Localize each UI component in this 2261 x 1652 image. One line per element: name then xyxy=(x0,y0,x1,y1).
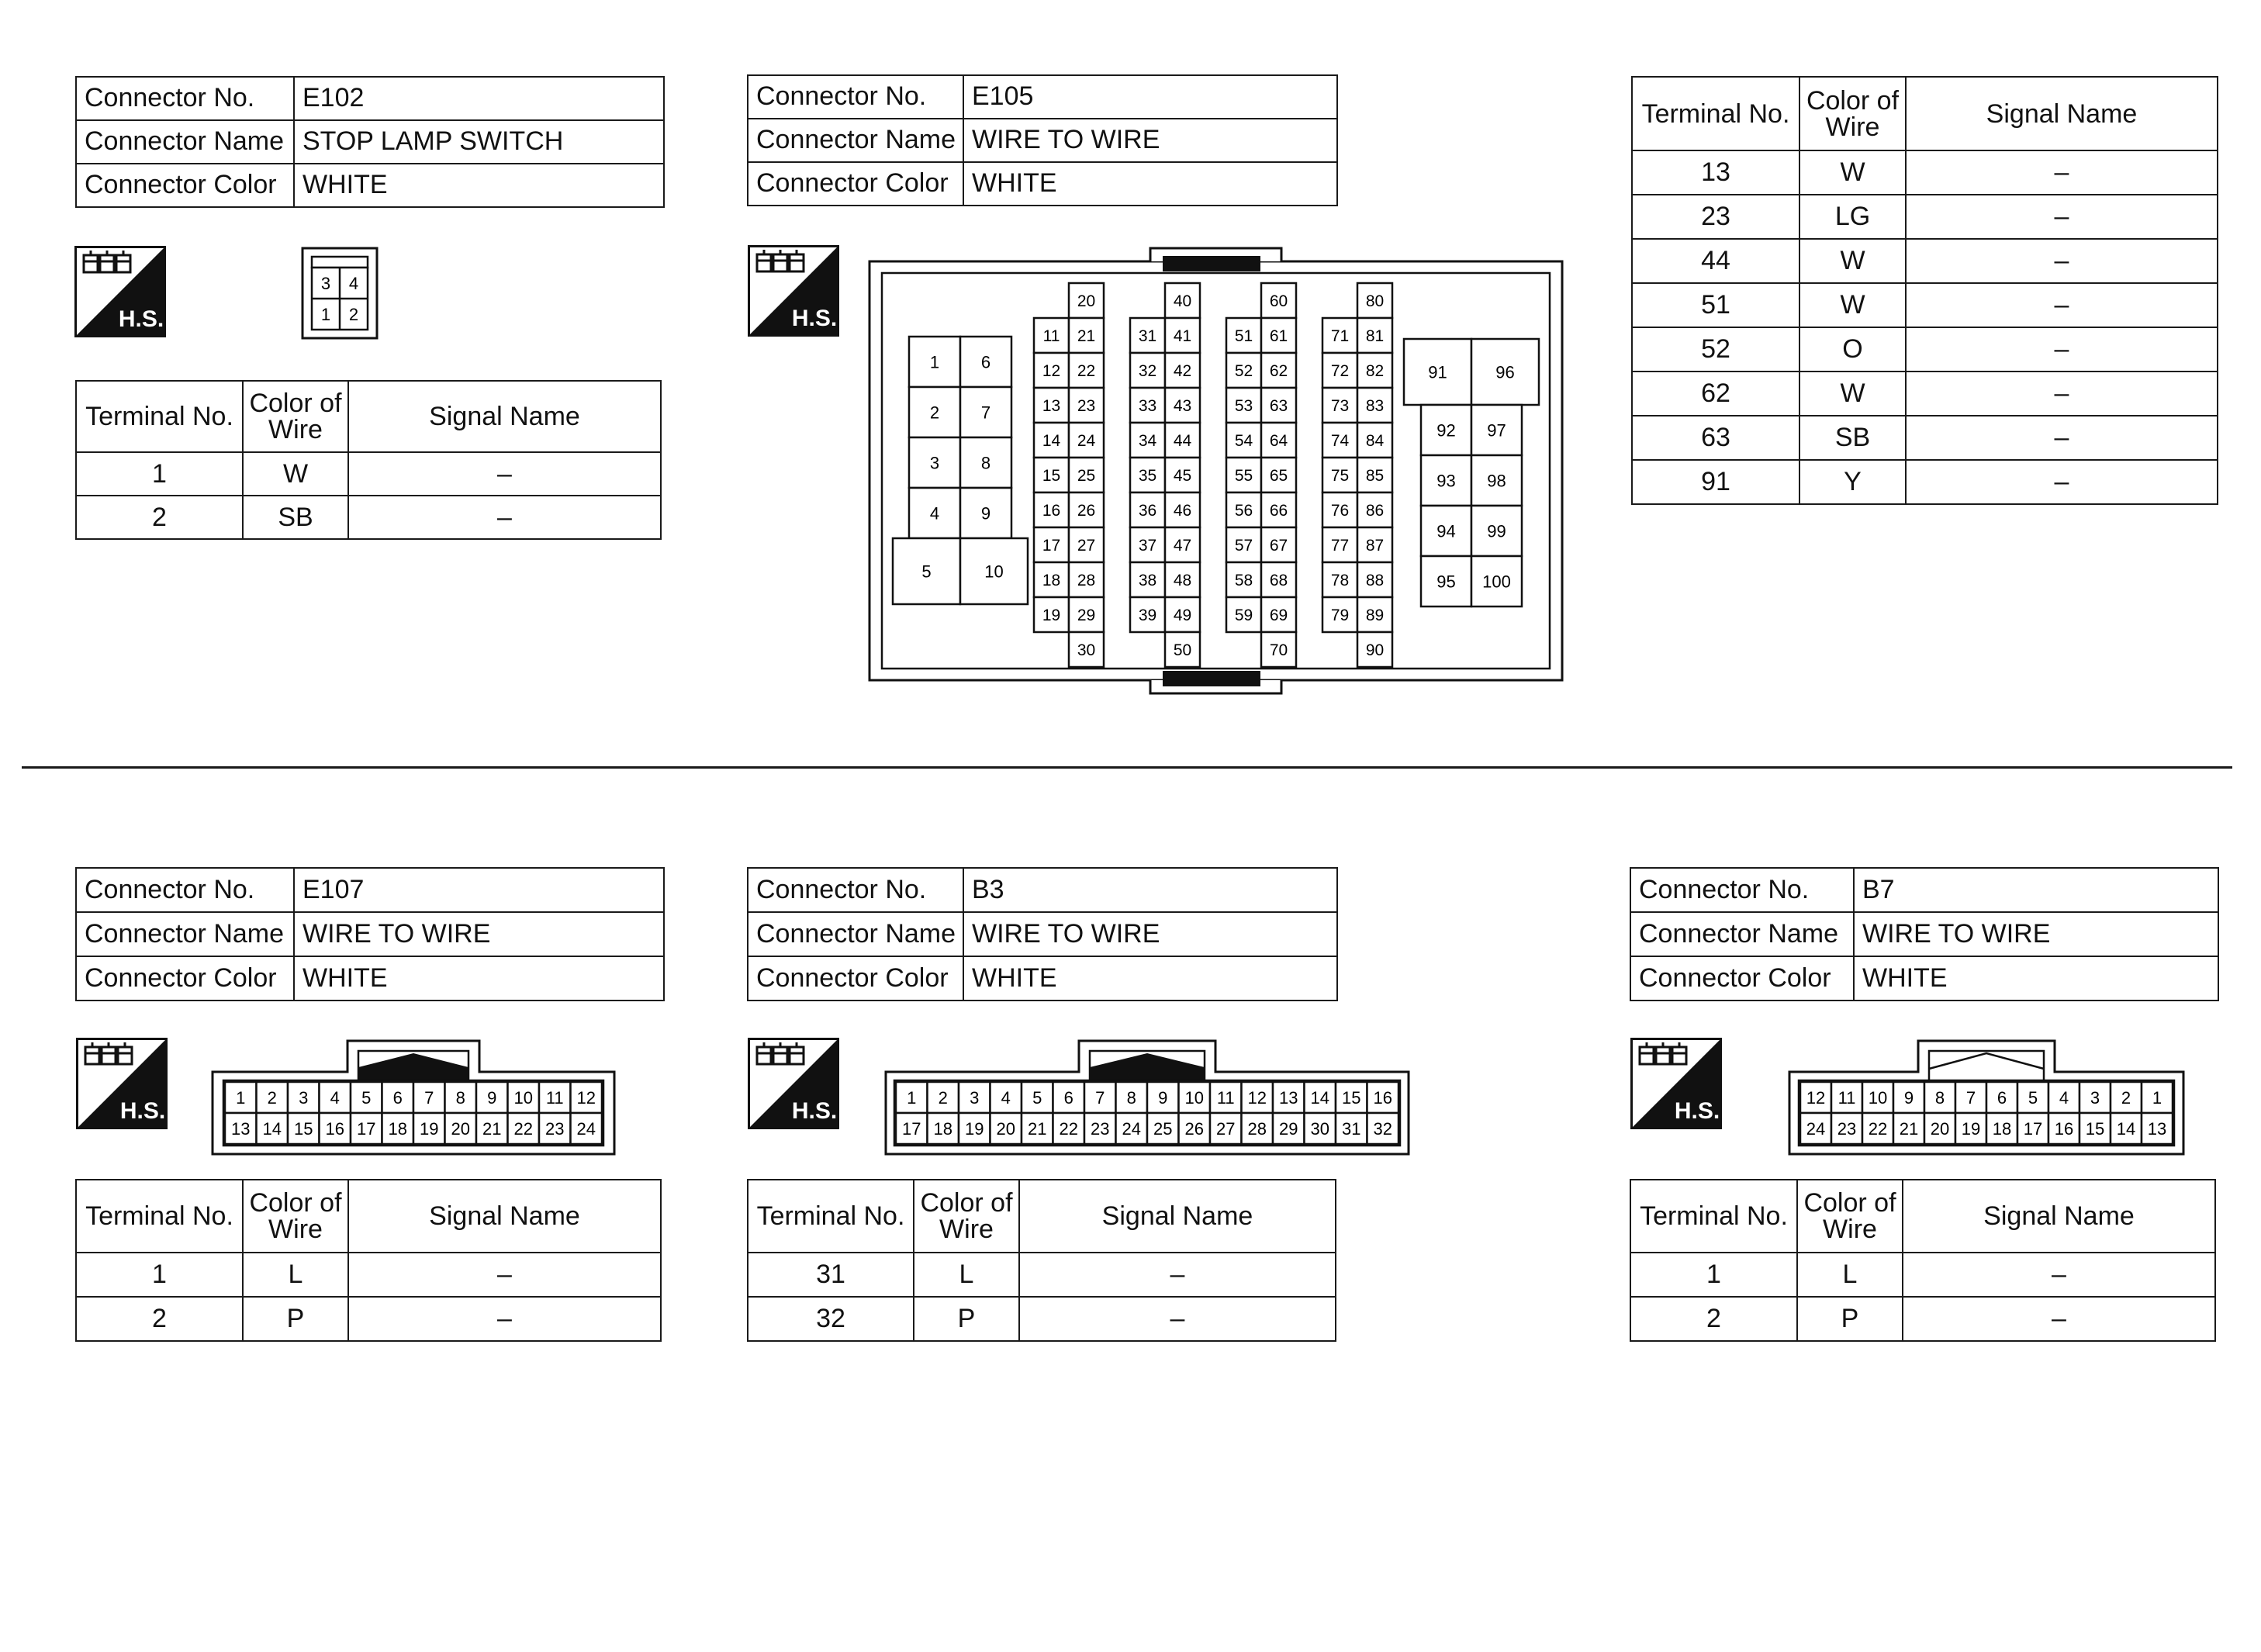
connector-info-e105 xyxy=(747,74,1338,206)
pin-22: 22 xyxy=(1868,1118,1888,1139)
pin-2: 2 xyxy=(938,1087,948,1108)
pin-23: 23 xyxy=(545,1118,565,1139)
pin-29: 29 xyxy=(1077,607,1096,625)
pin-4: 4 xyxy=(2059,1087,2069,1108)
pin-58: 58 xyxy=(1234,572,1253,590)
pin-20: 20 xyxy=(1930,1118,1950,1139)
svg-text:H.S.: H.S. xyxy=(791,306,838,331)
pin-99: 99 xyxy=(1487,521,1506,541)
pin-1: 1 xyxy=(320,305,331,324)
connector-name-value: WIRE TO WIRE xyxy=(294,912,664,956)
pin-8: 8 xyxy=(1126,1087,1136,1108)
table-row: 2 SB – xyxy=(76,496,661,539)
table-row: 2 P – xyxy=(1630,1297,2215,1341)
header-signal-name: Signal Name xyxy=(348,1180,661,1253)
harness-side-icon xyxy=(1630,1038,1722,1129)
pin-39: 39 xyxy=(1138,607,1157,625)
pin-51: 51 xyxy=(1234,327,1253,346)
pin-2: 2 xyxy=(2121,1087,2131,1108)
pin-3: 3 xyxy=(970,1087,980,1108)
pin-91: 91 xyxy=(1428,362,1447,382)
pin-77: 77 xyxy=(1330,537,1350,555)
pin-12: 12 xyxy=(1806,1087,1826,1108)
header-signal-name: Signal Name xyxy=(1903,1180,2215,1253)
label-connector-name: Connector Name xyxy=(1630,912,1854,956)
pin-88: 88 xyxy=(1365,572,1385,590)
pin-19: 19 xyxy=(965,1118,984,1139)
pin-76: 76 xyxy=(1330,502,1350,520)
pin-98: 98 xyxy=(1487,471,1506,491)
pin-9: 9 xyxy=(487,1087,497,1108)
pin-70: 70 xyxy=(1269,641,1288,660)
connector-face-b3 xyxy=(884,1039,1410,1156)
pin-7: 7 xyxy=(980,403,991,423)
pin-28: 28 xyxy=(1077,572,1096,590)
pin-69: 69 xyxy=(1269,607,1288,625)
pin-21: 21 xyxy=(482,1118,502,1139)
pin-7: 7 xyxy=(1965,1087,1976,1108)
label-connector-color: Connector Color xyxy=(76,956,294,1001)
pin-6: 6 xyxy=(392,1087,403,1108)
pin-19: 19 xyxy=(1042,607,1061,625)
table-row: 44 W – xyxy=(1632,239,2218,283)
section-divider xyxy=(22,766,2232,769)
pin-36: 36 xyxy=(1138,502,1157,520)
connector-name-value: WIRE TO WIRE xyxy=(1854,912,2218,956)
pin-28: 28 xyxy=(1247,1118,1267,1139)
pin-1: 1 xyxy=(236,1087,246,1108)
pin-84: 84 xyxy=(1365,432,1385,451)
connector-no-value: B3 xyxy=(963,868,1337,912)
pin-9: 9 xyxy=(1158,1087,1168,1108)
terminal-table-e102 xyxy=(75,380,662,540)
pin-9: 9 xyxy=(980,503,991,524)
pin-24: 24 xyxy=(1122,1118,1141,1139)
label-connector-color: Connector Color xyxy=(748,956,963,1001)
header-color-of-wire: Color of Wire xyxy=(914,1180,1019,1253)
label-connector-no: Connector No. xyxy=(1630,868,1854,912)
pin-73: 73 xyxy=(1330,397,1350,416)
table-row: 51 W – xyxy=(1632,283,2218,327)
harness-side-icon xyxy=(748,1038,839,1129)
pin-22: 22 xyxy=(1077,362,1096,381)
pin-45: 45 xyxy=(1173,467,1192,486)
pin-47: 47 xyxy=(1173,537,1192,555)
pin-14: 14 xyxy=(1310,1087,1329,1108)
connector-no-value: E105 xyxy=(963,75,1337,119)
label-connector-name: Connector Name xyxy=(76,912,294,956)
pin-16: 16 xyxy=(2054,1118,2074,1139)
table-row: 52 O – xyxy=(1632,327,2218,372)
pin-29: 29 xyxy=(1279,1118,1298,1139)
svg-text:H.S.: H.S. xyxy=(118,306,164,332)
connector-color-value: WHITE xyxy=(294,956,664,1001)
pin-15: 15 xyxy=(1042,467,1061,486)
pin-13: 13 xyxy=(231,1118,251,1139)
pin-20: 20 xyxy=(1077,292,1096,311)
connector-color-value: WHITE xyxy=(1854,956,2218,1001)
pin-32: 32 xyxy=(1138,362,1157,381)
pin-23: 23 xyxy=(1077,397,1096,416)
pin-15: 15 xyxy=(294,1118,313,1139)
pin-96: 96 xyxy=(1495,362,1515,382)
connector-info-e107 xyxy=(75,867,665,1001)
pin-66: 66 xyxy=(1269,502,1288,520)
pin-62: 62 xyxy=(1269,362,1288,381)
svg-text:H.S.: H.S. xyxy=(791,1098,838,1124)
svg-text:H.S.: H.S. xyxy=(119,1098,166,1124)
pin-1: 1 xyxy=(2152,1087,2162,1108)
connector-color-value: WHITE xyxy=(294,164,664,207)
pin-14: 14 xyxy=(2116,1118,2136,1139)
header-color-of-wire: Color of Wire xyxy=(243,1180,348,1253)
label-connector-name: Connector Name xyxy=(748,119,963,162)
pin-34: 34 xyxy=(1138,432,1157,451)
header-signal-name: Signal Name xyxy=(1019,1180,1336,1253)
label-connector-name: Connector Name xyxy=(748,912,963,956)
connector-no-value: B7 xyxy=(1854,868,2218,912)
pin-4: 4 xyxy=(348,274,359,293)
pin-54: 54 xyxy=(1234,432,1253,451)
pin-46: 46 xyxy=(1173,502,1192,520)
pin-16: 16 xyxy=(325,1118,344,1139)
header-color-of-wire: Color of Wire xyxy=(1799,77,1906,150)
pin-10: 10 xyxy=(1184,1087,1204,1108)
pin-48: 48 xyxy=(1173,572,1192,590)
pin-63: 63 xyxy=(1269,397,1288,416)
table-row: 31 L – xyxy=(748,1253,1336,1297)
pin-6: 6 xyxy=(1063,1087,1073,1108)
pin-31: 31 xyxy=(1138,327,1157,346)
pin-15: 15 xyxy=(2085,1118,2105,1139)
pin-90: 90 xyxy=(1365,641,1385,660)
pin-93: 93 xyxy=(1436,471,1456,491)
pin-21: 21 xyxy=(1899,1118,1919,1139)
pin-6: 6 xyxy=(980,352,991,372)
pin-11: 11 xyxy=(1837,1087,1856,1108)
pin-14: 14 xyxy=(262,1118,282,1139)
connector-name-value: STOP LAMP SWITCH xyxy=(294,120,664,164)
pin-17: 17 xyxy=(902,1118,921,1139)
pin-31: 31 xyxy=(1342,1118,1361,1139)
pin-21: 21 xyxy=(1028,1118,1047,1139)
pin-5: 5 xyxy=(361,1087,372,1108)
pin-40: 40 xyxy=(1173,292,1192,311)
header-terminal-no: Terminal No. xyxy=(1630,1180,1797,1253)
pin-95: 95 xyxy=(1436,572,1456,592)
pin-30: 30 xyxy=(1310,1118,1329,1139)
label-connector-no: Connector No. xyxy=(748,868,963,912)
pin-94: 94 xyxy=(1436,521,1456,541)
connector-info-b3 xyxy=(747,867,1338,1001)
pin-10: 10 xyxy=(513,1087,533,1108)
pin-56: 56 xyxy=(1234,502,1253,520)
connector-info-b7 xyxy=(1630,867,2219,1001)
pin-18: 18 xyxy=(1992,1118,2012,1139)
pin-25: 25 xyxy=(1077,467,1096,486)
pin-32: 32 xyxy=(1373,1118,1392,1139)
pin-97: 97 xyxy=(1487,420,1506,441)
pin-81: 81 xyxy=(1365,327,1385,346)
pin-30: 30 xyxy=(1077,641,1096,660)
pin-53: 53 xyxy=(1234,397,1253,416)
pin-3: 3 xyxy=(2090,1087,2100,1108)
connector-face-e107 xyxy=(211,1039,616,1156)
pin-64: 64 xyxy=(1269,432,1288,451)
pin-61: 61 xyxy=(1269,327,1288,346)
connector-face-e102 xyxy=(301,247,379,340)
connector-face-e105 xyxy=(865,242,1567,703)
pin-15: 15 xyxy=(1342,1087,1361,1108)
connector-face-b7 xyxy=(1788,1039,2185,1156)
pin-57: 57 xyxy=(1234,537,1253,555)
pin-52: 52 xyxy=(1234,362,1253,381)
pin-38: 38 xyxy=(1138,572,1157,590)
pin-100: 100 xyxy=(1482,572,1511,592)
pin-86: 86 xyxy=(1365,502,1385,520)
connector-no-value: E107 xyxy=(294,868,664,912)
pin-3: 3 xyxy=(299,1087,309,1108)
pin-13: 13 xyxy=(1279,1087,1298,1108)
pin-33: 33 xyxy=(1138,397,1157,416)
pin-3: 3 xyxy=(320,274,331,293)
terminal-table-b3 xyxy=(747,1179,1336,1342)
pin-17: 17 xyxy=(2023,1118,2043,1139)
label-connector-color: Connector Color xyxy=(1630,956,1854,1001)
table-row: 63 SB – xyxy=(1632,416,2218,460)
pin-2: 2 xyxy=(267,1087,277,1108)
pin-68: 68 xyxy=(1269,572,1288,590)
table-row: 13 W – xyxy=(1632,150,2218,195)
pin-23: 23 xyxy=(1091,1118,1110,1139)
pin-12: 12 xyxy=(1042,362,1061,381)
pin-3: 3 xyxy=(929,453,940,473)
pin-27: 27 xyxy=(1077,537,1096,555)
svg-text:H.S.: H.S. xyxy=(1674,1098,1720,1124)
pin-11: 11 xyxy=(545,1087,564,1108)
pin-12: 12 xyxy=(576,1087,596,1108)
pin-17: 17 xyxy=(1042,537,1061,555)
pin-18: 18 xyxy=(1042,572,1061,590)
pin-14: 14 xyxy=(1042,432,1061,451)
terminal-table-b7 xyxy=(1630,1179,2216,1342)
pin-10: 10 xyxy=(984,562,1004,582)
pin-83: 83 xyxy=(1365,397,1385,416)
pin-5: 5 xyxy=(1032,1087,1042,1108)
pin-11: 11 xyxy=(1216,1087,1235,1108)
pin-8: 8 xyxy=(980,453,991,473)
pin-8: 8 xyxy=(1934,1087,1945,1108)
pin-1: 1 xyxy=(929,352,940,372)
connector-no-value: E102 xyxy=(294,77,664,120)
pin-2: 2 xyxy=(929,403,940,423)
pin-20: 20 xyxy=(451,1118,470,1139)
table-row: 1 L – xyxy=(76,1253,661,1297)
pin-85: 85 xyxy=(1365,467,1385,486)
label-connector-no: Connector No. xyxy=(748,75,963,119)
label-connector-no: Connector No. xyxy=(76,868,294,912)
pin-19: 19 xyxy=(1961,1118,1981,1139)
label-connector-color: Connector Color xyxy=(748,162,963,206)
pin-26: 26 xyxy=(1077,502,1096,520)
pin-72: 72 xyxy=(1330,362,1350,381)
pin-20: 20 xyxy=(996,1118,1015,1139)
pin-78: 78 xyxy=(1330,572,1350,590)
header-signal-name: Signal Name xyxy=(348,381,661,452)
pin-9: 9 xyxy=(1903,1087,1914,1108)
connector-info-e102 xyxy=(75,76,665,208)
pin-79: 79 xyxy=(1330,607,1350,625)
pin-7: 7 xyxy=(424,1087,434,1108)
connector-name-value: WIRE TO WIRE xyxy=(963,119,1337,162)
pin-18: 18 xyxy=(933,1118,952,1139)
connector-name-value: WIRE TO WIRE xyxy=(963,912,1337,956)
table-row: 91 Y – xyxy=(1632,460,2218,504)
pin-7: 7 xyxy=(1095,1087,1105,1108)
pin-43: 43 xyxy=(1173,397,1192,416)
pin-25: 25 xyxy=(1153,1118,1173,1139)
label-connector-color: Connector Color xyxy=(76,164,294,207)
harness-side-icon xyxy=(74,246,166,337)
pin-89: 89 xyxy=(1365,607,1385,625)
pin-55: 55 xyxy=(1234,467,1253,486)
table-row: 62 W – xyxy=(1632,372,2218,416)
pin-65: 65 xyxy=(1269,467,1288,486)
terminal-table-e107 xyxy=(75,1179,662,1342)
pin-19: 19 xyxy=(420,1118,439,1139)
header-color-of-wire: Color of Wire xyxy=(1797,1180,1903,1253)
pin-44: 44 xyxy=(1173,432,1192,451)
pin-22: 22 xyxy=(1059,1118,1078,1139)
pin-24: 24 xyxy=(576,1118,596,1139)
connector-color-value: WHITE xyxy=(963,162,1337,206)
pin-59: 59 xyxy=(1234,607,1253,625)
harness-side-icon xyxy=(748,245,839,337)
pin-82: 82 xyxy=(1365,362,1385,381)
pin-50: 50 xyxy=(1173,641,1192,660)
pin-71: 71 xyxy=(1330,327,1350,346)
pin-60: 60 xyxy=(1269,292,1288,311)
harness-side-icon xyxy=(76,1038,168,1129)
pin-67: 67 xyxy=(1269,537,1288,555)
pin-16: 16 xyxy=(1373,1087,1392,1108)
pin-80: 80 xyxy=(1365,292,1385,311)
header-terminal-no: Terminal No. xyxy=(76,381,243,452)
pin-10: 10 xyxy=(1868,1087,1888,1108)
pin-17: 17 xyxy=(357,1118,376,1139)
pin-23: 23 xyxy=(1837,1118,1857,1139)
pin-87: 87 xyxy=(1365,537,1385,555)
pin-42: 42 xyxy=(1173,362,1192,381)
header-terminal-no: Terminal No. xyxy=(76,1180,243,1253)
pin-13: 13 xyxy=(1042,397,1061,416)
pin-75: 75 xyxy=(1330,467,1350,486)
table-row: 1 W – xyxy=(76,452,661,496)
connector-color-value: WHITE xyxy=(963,956,1337,1001)
pin-8: 8 xyxy=(455,1087,465,1108)
table-row: 1 L – xyxy=(1630,1253,2215,1297)
table-row: 23 LG – xyxy=(1632,195,2218,239)
pin-26: 26 xyxy=(1184,1118,1204,1139)
pin-37: 37 xyxy=(1138,537,1157,555)
pin-5: 5 xyxy=(921,562,932,582)
header-color-of-wire: Color of Wire xyxy=(243,381,348,452)
pin-35: 35 xyxy=(1138,467,1157,486)
label-connector-name: Connector Name xyxy=(76,120,294,164)
pin-13: 13 xyxy=(2147,1118,2167,1139)
pin-41: 41 xyxy=(1173,327,1192,346)
pin-92: 92 xyxy=(1436,420,1456,441)
pin-24: 24 xyxy=(1806,1118,1826,1139)
pin-4: 4 xyxy=(929,503,940,524)
header-terminal-no: Terminal No. xyxy=(1632,77,1799,150)
pin-24: 24 xyxy=(1077,432,1096,451)
table-row: 32 P – xyxy=(748,1297,1336,1341)
pin-4: 4 xyxy=(330,1087,340,1108)
pin-27: 27 xyxy=(1216,1118,1236,1139)
label-connector-no: Connector No. xyxy=(76,77,294,120)
pin-1: 1 xyxy=(907,1087,917,1108)
pin-18: 18 xyxy=(388,1118,407,1139)
pin-11: 11 xyxy=(1042,327,1060,346)
pin-12: 12 xyxy=(1247,1087,1267,1108)
pin-74: 74 xyxy=(1330,432,1350,451)
pin-5: 5 xyxy=(2028,1087,2038,1108)
pin-6: 6 xyxy=(1997,1087,2007,1108)
table-row: 2 P – xyxy=(76,1297,661,1341)
header-terminal-no: Terminal No. xyxy=(748,1180,914,1253)
pin-16: 16 xyxy=(1042,502,1061,520)
pin-4: 4 xyxy=(1001,1087,1011,1108)
header-signal-name: Signal Name xyxy=(1906,77,2218,150)
pin-21: 21 xyxy=(1077,327,1096,346)
pin-49: 49 xyxy=(1173,607,1192,625)
terminal-table-e105 xyxy=(1631,76,2218,505)
pin-2: 2 xyxy=(348,305,359,324)
pin-22: 22 xyxy=(513,1118,533,1139)
